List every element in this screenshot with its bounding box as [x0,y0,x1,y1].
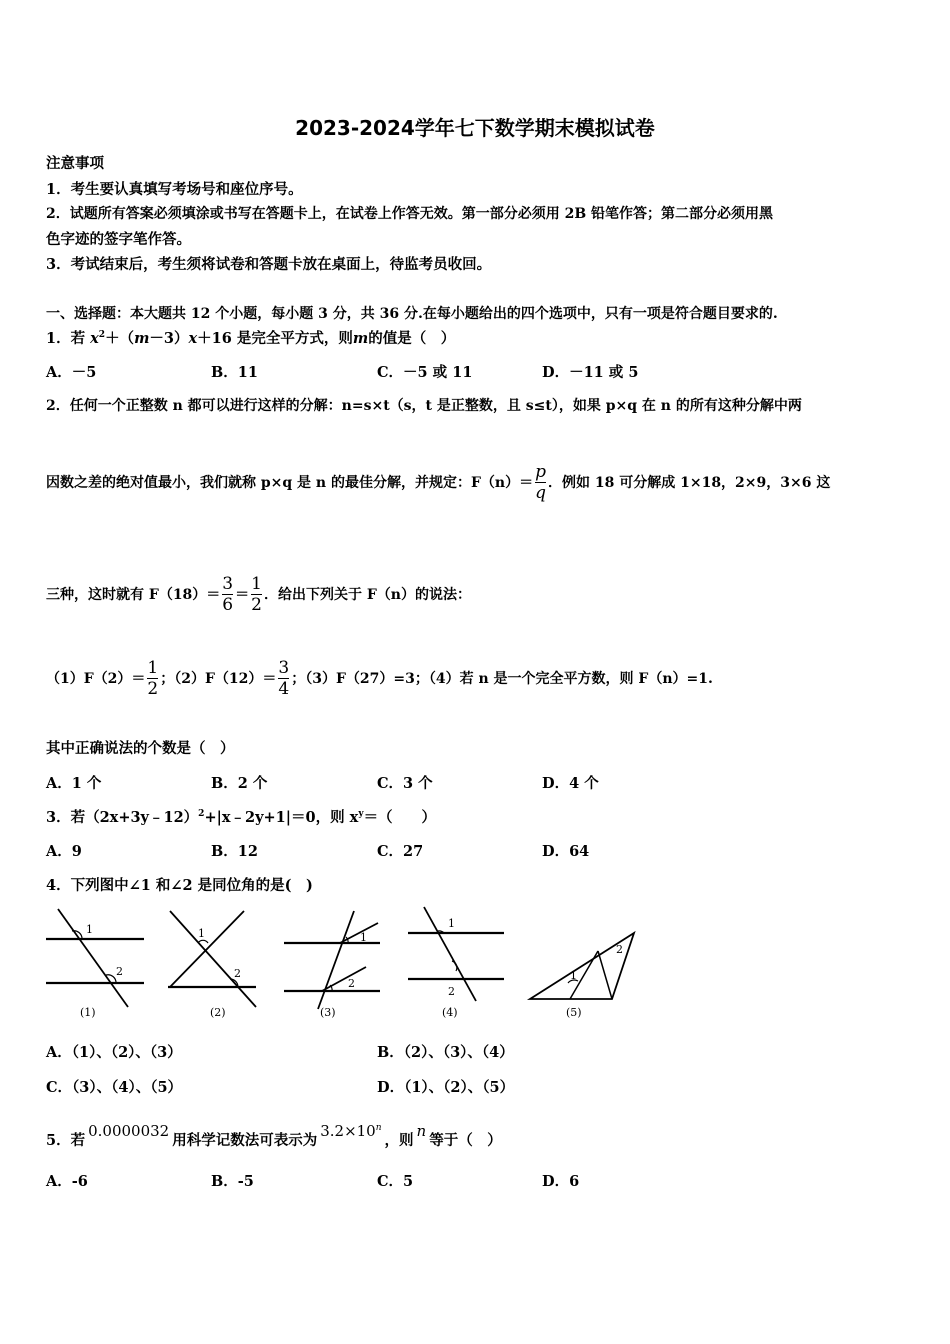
notice-item-2-cont: 色字迹的签字笔作答。 [46,231,191,248]
question-2-statements: （1）F（2）＝ $\frac{1}{2}$ ；（2）F（12）＝ $\frac{3}{4}$ ；（3）F（27）=3；（4）若 n 是一个完全平方数，则 F（n）=1. [46,657,713,699]
figure-label-3: (3) [320,1006,336,1019]
angle-label-2: 2 [234,967,241,980]
angle-label-2: 2 [616,943,623,956]
q3-option-c: C．27 [377,843,424,860]
angle-label-2: 2 [348,977,355,990]
angle-label-1: 1 [570,969,577,982]
q3-option-a: A．9 [46,843,82,860]
fraction-statement-1: $\frac{1}{2}$ [147,657,159,699]
question-2-line-2: 因数之差的绝对值最小，我们就称 p×q 是 n 的最佳分解，并规定：F（n）＝ $\frac{p}{q}$ ．例如 18 可分解成 1×18，2×9，3×6 这 [46,461,831,503]
notice-item-1: 1．考生要认真填写考场号和座位序号。 [46,181,303,198]
fraction-p-over-q: $\frac{p}{q}$ [535,461,546,503]
figure-label-5: (5) [566,1006,582,1019]
figure-3 [282,903,386,1021]
q2-option-c: C．3 个 [377,775,433,792]
q1-option-a: A．－5 [46,364,97,381]
q2-option-a: A．1 个 [46,775,102,792]
q2-option-d: D．4 个 [542,775,599,792]
notice-heading: 注意事项 [46,155,104,172]
angle-label-1: 1 [360,931,367,944]
fraction-3-6: $\frac{3}{6}$ [222,573,234,615]
q1-option-b: B．11 [211,364,258,381]
figure-label-4: (4) [442,1006,458,1019]
q5-option-b: B．-5 [211,1173,254,1190]
page-title: 2023-2024学年七下数学期末模拟试卷 [295,116,655,140]
q3-option-d: D．64 [542,843,590,860]
figure-2 [164,903,268,1021]
angle-label-2: 2 [448,985,455,998]
figure-1 [44,903,148,1021]
q4-option-d: D．（1）、（2）、（5） [377,1079,515,1096]
q4-option-c: C．（3）、（4）、（5） [46,1079,183,1096]
angle-label-1: 1 [86,923,93,936]
figure-5 [526,903,638,1021]
question-1: 1．若 $x^2+(m-3)x+16$ 是完全平方式，则m的值是（ ） [46,330,456,347]
angle-label-1: 1 [198,927,205,940]
figure-label-2: (2) [210,1006,226,1019]
notice-item-2: 2．试题所有答案必须填涂或书写在答题卡上，在试卷上作答无效。第一部分必须用 2B 铅笔作答；第二部分必须用黑 [46,206,774,222]
question-3: 3．若（2x+3y﹣12）$^2$+|x﹣2y+1|＝0，则 $x^y=$（ ） [46,809,437,826]
q1-option-c: C．－5 或 11 [377,364,473,381]
q4-option-b: B．（2）、（3）、（4） [377,1044,514,1061]
figure-label-1: (1) [80,1006,96,1019]
question-2-line-3: 三种，这时就有 F（18）＝ $\frac{3}{6}$ ＝ $\frac{1}{2}$ ．给出下列关于 F（n）的说法： [46,573,471,615]
angle-label-2: 2 [116,965,123,978]
q5-option-c: C．5 [377,1173,414,1190]
figure-4 [404,903,508,1021]
fraction-statement-2: $\frac{3}{4}$ [278,657,290,699]
scientific-notation: $3.2\times 10^n$ [320,1122,382,1140]
decimal-number: 0.0000032 [88,1122,170,1140]
fraction-1-2: $\frac{1}{2}$ [251,573,262,615]
question-4: 4．下列图中∠1 和∠2 是同位角的是( ) [46,877,313,894]
question-2-line-1: 2．任何一个正整数 n 都可以进行这样的分解：n=s×t（s，t 是正整数，且 s≤t），如果 p×q 在 n 的所有这种分解中两 [46,398,802,414]
q5-option-a: A．-6 [46,1173,88,1190]
q5-option-d: D．6 [542,1173,580,1190]
question-2-prompt: 其中正确说法的个数是（ ） [46,740,235,757]
q2-option-b: B．2 个 [211,775,268,792]
section-heading: 一、选择题：本大题共 12 个小题，每小题 3 分，共 36 分.在每小题给出的四个选项中，只有一项是符合题目要求的. [46,306,778,322]
notice-item-3: 3．考试结束后，考生须将试卷和答题卡放在桌面上，待监考员收回。 [46,256,492,273]
angle-label-1: 1 [448,917,455,930]
q3-option-b: B．12 [211,843,258,860]
question-5: 5．若 0.0000032 用科学记数法可表示为 $3.2\times 10^n$ ，则 n 等于（ ） [46,1122,502,1149]
q1-option-d: D．－11 或 5 [542,364,639,381]
q4-option-a: A．（1）、（2）、（3） [46,1044,182,1061]
